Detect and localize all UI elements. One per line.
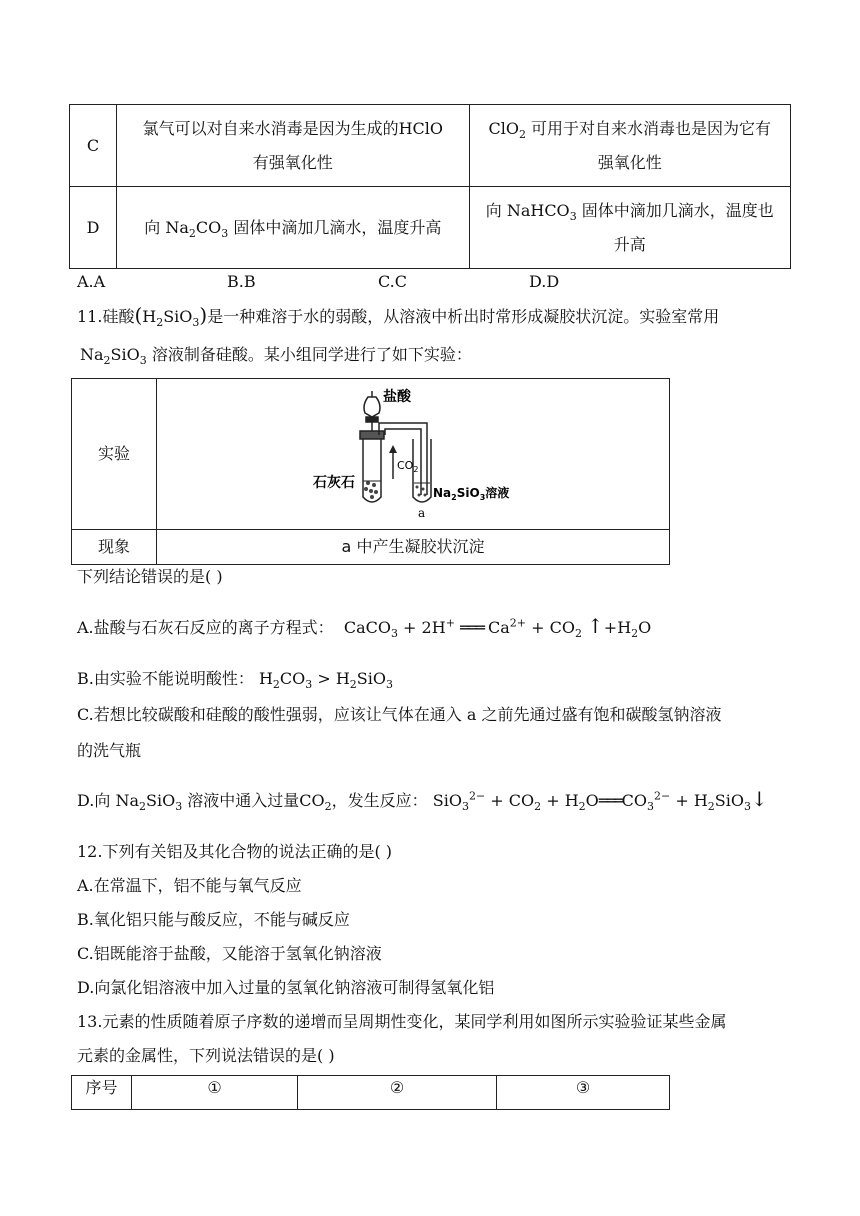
sequence-label: 序号 [72, 1076, 132, 1110]
row-d-right-line1: 向 NaHCO$_3$ 固体中滴加几滴水，温度也 [485, 200, 774, 223]
comparison-table [69, 104, 791, 269]
q10-option-d[interactable]: D.D [529, 272, 560, 291]
q11-option-d[interactable]: D.向 $Na_2SiO_3$ 溶液中通入过量$CO_2$，发生反应： $SiO_3^{2-} + CO_2$ + $H_2O═══CO_3^{2-}$ + $H_2SiO_3↓$ [77, 787, 768, 814]
experiment-diagram-cell [157, 379, 670, 530]
experiment-apparatus-diagram [157, 379, 669, 529]
label-tube-a: a [418, 506, 426, 520]
q10-option-a[interactable]: A.A [77, 272, 106, 291]
q12-option-c[interactable]: C.铝既能溶于盐酸，又能溶于氢氧化钠溶液 [77, 944, 382, 963]
q11-option-c-line2: 的洗气瓶 [77, 741, 142, 760]
label-hydrochloric-acid: 盐酸 [383, 389, 411, 405]
experiment-table [71, 378, 670, 565]
label-sodium-silicate: $Na_2SiO_3$溶液 [433, 486, 510, 502]
q11-line2: $Na_2SiO_3$ 溶液制备硅酸。某小组同学进行了如下实验： [80, 345, 472, 368]
label-limestone: 石灰石 [313, 475, 355, 491]
q11-option-a[interactable]: A.盐酸与石灰石反应的离子方程式： CaCO$_3$ + 2H+ ═══ $Ca^{2+} + CO_2$ $↑+H_2O$ [77, 614, 652, 641]
q11-option-b[interactable]: B.由实验不能说明酸性： $H_2CO_3 > H_2SiO_3$ [77, 669, 393, 692]
q13-line2: 元素的金属性，下列说法错误的是( ) [77, 1046, 335, 1065]
q11-line1: 11.硅酸$(H_2SiO_3)$是一种难溶于水的弱酸，从溶液中析出时常形成凝胶状沉淀。实验室常用 [77, 303, 720, 330]
row-c-right-line2: 强氧化性 [597, 152, 662, 172]
label-co2: $CO_2$ [397, 459, 419, 474]
row-d-left-cell: 向 $Na_2CO_3$ 固体中滴加几滴水，温度升高 [117, 187, 469, 269]
q11-option-c-line1[interactable]: C.若想比较碳酸和硅酸的酸性强弱，应该让气体在通入 a 之前先通过盛有饱和碳酸氢钠溶液 [77, 705, 722, 724]
experiment-label: 实验 [72, 379, 157, 530]
row-c-left-line1: 氯气可以对自来水消毒是因为生成的HClO [142, 118, 444, 138]
q12-option-d[interactable]: D.向氯化铝溶液中加入过量的氢氧化钠溶液可制得氢氧化铝 [77, 978, 495, 997]
row-c-right-line1: ClO$_2$ 可用于对自来水消毒也是因为它有 [488, 118, 772, 141]
row-c-right-cell [469, 105, 790, 187]
q10-option-c[interactable]: C.C [378, 272, 407, 291]
sequence-col-1: ① [132, 1076, 298, 1110]
row-d-right-line2: 升高 [613, 234, 646, 254]
row-c-left-line2: 有强氧化性 [252, 152, 333, 172]
q12-option-b[interactable]: B.氧化铝只能与酸反应，不能与碱反应 [77, 910, 350, 929]
q10-option-b[interactable]: B.B [227, 272, 256, 291]
row-label-c: C [70, 105, 117, 187]
sequence-table [71, 1075, 670, 1110]
q12-question: 12.下列有关铝及其化合物的说法正确的是( ) [77, 842, 393, 861]
row-d-right-cell [469, 187, 790, 269]
phenomenon-label: 现象 [72, 530, 157, 565]
q13-line1: 13.元素的性质随着原子序数的递增而呈周期性变化，某同学利用如图所示实验验证某些金属 [77, 1012, 727, 1031]
q11-question: 下列结论错误的是( ) [77, 567, 223, 586]
row-label-d: D [70, 187, 117, 269]
row-c-left-cell [117, 105, 469, 187]
q12-option-a[interactable]: A.在常温下，铝不能与氧气反应 [77, 876, 302, 895]
phenomenon-text: a 中产生凝胶状沉淀 [157, 530, 670, 565]
sequence-col-2: ② [298, 1076, 497, 1110]
sequence-col-3: ③ [497, 1076, 670, 1110]
